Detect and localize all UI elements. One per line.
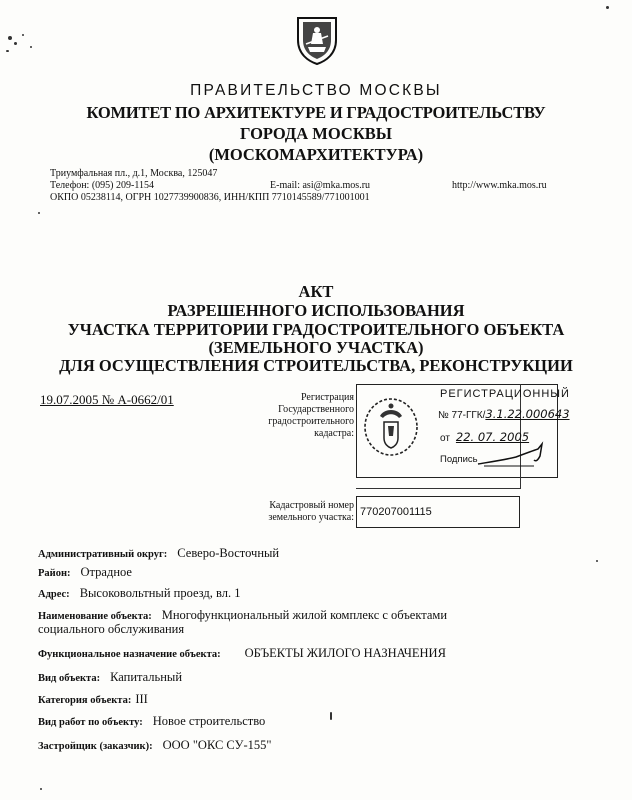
stamp-signature-label: Подпись [440,454,478,465]
act-title-line2: РАЗРЕШЕННОГО ИСПОЛЬЗОВАНИЯ [167,301,465,320]
field-value: ООО "ОКС СУ-155" [162,738,272,752]
field-admin-district [38,544,279,562]
stamp-date: 22. 07. 2005 [455,430,530,444]
stamp-date-prefix: от [440,433,450,444]
field-value: III [135,692,148,706]
field-value: Северо-Восточный [177,546,280,560]
field-value: Многофункциональный жилой комплекс с объектами [161,608,448,622]
field-address [38,584,240,602]
field-functional-purpose [38,644,446,662]
field-district [38,563,132,581]
stamp-title: РЕГИСТРАЦИОННЫЙ [440,388,570,400]
act-title-line5: ДЛЯ ОСУЩЕСТВЛЕНИЯ СТРОИТЕЛЬСТВА, РЕКОНСТРУКЦИИ [59,356,573,375]
field-label: Район: [38,568,71,579]
committee-website: http://www.mka.mos.ru [452,180,547,191]
document-number: 19.07.2005 № А-0662/01 [40,392,174,407]
handwritten-signature [476,440,552,470]
field-value: Капитальный [110,670,183,684]
committee-name-line2: ГОРОДА МОСКВЫ [239,124,392,143]
committee-codes: ОКПО 05238114, ОГРН 1027739900836, ИНН/КПП 7710145589/771001001 [50,192,370,203]
committee-short-name: (МОСКОМАРХИТЕКТУРА) [208,145,424,164]
field-label: Категория объекта: [38,695,132,706]
field-label: Вид объекта: [38,673,101,684]
cadastral-label-line1: Кадастровый номер [269,500,354,511]
committee-name-line1: КОМИТЕТ ПО АРХИТЕКТУРЕ И ГРАДОСТРОИТЕЛЬСТВУ [86,103,546,122]
field-label: Вид работ по объекту: [38,717,143,728]
field-label: Застройщик (заказчик): [38,741,153,752]
field-value: Новое строительство [152,714,266,728]
cadastral-number: 770207001115 [360,506,432,518]
registration-label-line3: градостроительного [268,416,354,427]
registration-label-line4: кадастра: [314,428,354,439]
committee-phone: Телефон: (095) 209-1154 [50,180,154,191]
stamp-number-prefix: № 77-ГГК/ [438,410,486,421]
registration-label-line1: Регистрация [301,392,354,403]
field-work-type [38,712,265,730]
field-object-category [38,690,148,708]
registration-label-line2: Государственного [278,404,354,415]
field-value: Высоковольтный проезд, вл. 1 [79,586,241,600]
field-value: Отрадное [80,565,132,579]
field-label: Наименование объекта: [38,611,152,622]
field-object-name-continued: социального обслуживания [38,622,185,636]
field-developer [38,736,271,754]
field-object-type [38,668,182,686]
stamp-number: 3.1.22.000643 [485,407,570,421]
field-value: ОБЪЕКТЫ ЖИЛОГО НАЗНАЧЕНИЯ [244,646,446,660]
government-name: ПРАВИТЕЛЬСТВО МОСКВЫ [190,82,442,99]
field-label: Адрес: [38,589,70,600]
committee-address: Триумфальная пл., д.1, Москва, 125047 [50,168,218,179]
stamp-seal-icon [362,396,420,458]
act-title-line4: (ЗЕМЕЛЬНОГО УЧАСТКА) [208,338,424,357]
committee-email: E-mail: asi@mka.mos.ru [270,180,371,191]
field-label: Функциональное назначение объекта: [38,649,221,660]
field-label: Административный округ: [38,549,168,560]
act-title-line1: АКТ [298,282,334,301]
cadastral-label-line2: земельного участка: [268,512,354,523]
moscow-coat-of-arms-icon [294,14,340,66]
act-title-line3: УЧАСТКА ТЕРРИТОРИИ ГРАДОСТРОИТЕЛЬНОГО ОБЪЕКТА [67,320,565,339]
